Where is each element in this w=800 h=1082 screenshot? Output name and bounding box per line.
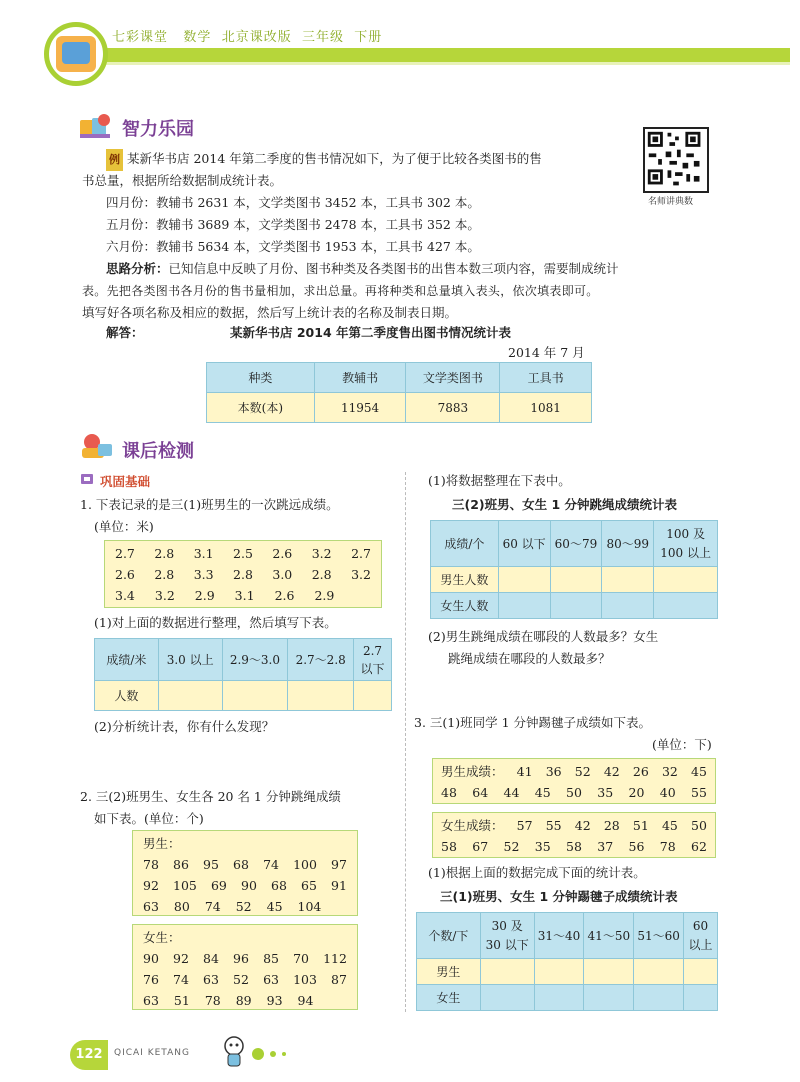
q3-value: 42 [603,764,620,779]
q2-row-girls: 女生人数 [431,593,499,619]
q2-value: 91 [331,878,347,893]
q1-value: 2.9 [314,588,335,603]
q3-value: 55 [545,818,562,833]
q2-value: 92 [143,878,159,893]
q2-value: 65 [301,878,317,893]
footer-dot-small [282,1052,286,1056]
q1-value: 3.2 [154,588,175,603]
q3-boys-row-1 [441,761,707,782]
q3-value: 51 [632,818,649,833]
q3-value: 62 [691,839,707,854]
q1-value: 3.1 [193,546,214,561]
q2-value: 68 [271,878,287,893]
q3-value: 45 [691,764,707,779]
q1-value: 3.0 [272,567,293,582]
q1-sub-1: (1)对上面的数据进行整理，然后填写下表。 [94,615,337,630]
q1-value: 3.2 [351,567,371,582]
q2-value: 74 [263,857,279,872]
q2-value: 86 [173,857,189,872]
q2-header-range-4 [654,521,718,567]
q3-answer-cell[interactable] [684,959,718,985]
q2-header-range-4-line-1: 100 及 [666,526,705,541]
q3-girls-row-2 [441,836,707,857]
analysis-label: 思路分析： [106,261,169,276]
q3-girls-box [432,812,716,858]
q1-value: 2.5 [233,546,253,561]
q3-header-range-1-line-1: 30 及 [491,918,523,933]
q1-header-range-4-line-1: 2.7 [362,643,383,658]
q2-boys-row-1 [143,854,347,875]
q3-value: 26 [632,764,649,779]
q3-answer-cell[interactable] [480,985,534,1011]
q3-value: 50 [691,818,707,833]
book-header-gongju: 工具书 [500,363,592,393]
q1-value: 2.6 [115,567,135,582]
q2-value: 84 [203,951,219,966]
q2-answer-cell[interactable] [550,593,602,619]
q3-value: 56 [628,839,645,854]
q3-header-range-5-line-1: 60 [692,918,709,933]
pencil-icon [80,472,96,486]
section-title-kehou: 课后检测 [122,441,194,462]
q3-header-count: 个数/下 [417,913,481,959]
book-value-jiaofu: 11954 [314,393,406,423]
q3-boys-label: 男生成绩： [441,764,504,779]
q2-value: 112 [323,951,347,966]
q1-answer-cell[interactable] [222,681,288,711]
q3-boys-row-2 [441,782,707,803]
q2-header-range-2: 60～79 [550,521,602,567]
q3-value: 45 [534,785,551,800]
q2-boys-box [132,830,358,916]
example-line-1 [106,148,542,171]
q3-answer-cell[interactable] [584,959,634,985]
q2-text-2: 如下表。(单位：个) [94,811,204,826]
logo-illustration-detail [62,42,90,64]
header-bar-accent [95,62,790,65]
q3-value: 48 [441,785,457,800]
q3-answer-cell[interactable] [584,985,634,1011]
q1-answer-cell[interactable] [158,681,222,711]
q3-value: 52 [503,839,520,854]
analysis-text-1: 已知信息中反映了月份、图书种类及各类图书的出售本数三项内容，需要制成统计 [168,261,619,276]
q2-value: 100 [293,857,317,872]
q1-data-row-2 [115,564,371,585]
header-title [112,26,382,45]
q2-value: 45 [266,899,283,914]
q3-value: 37 [597,839,614,854]
q3-header-range-5-line-2: 以上 [688,937,713,952]
q2-value: 104 [297,899,322,914]
analysis-line-1 [106,258,619,280]
q3-value: 44 [503,785,520,800]
q3-value: 28 [603,818,620,833]
q3-boys-box [432,758,716,804]
q2-girls-label-text: 女生： [143,930,181,945]
book-value-gongju: 1081 [500,393,592,423]
q3-answer-cell[interactable] [684,985,718,1011]
q2-value: 78 [204,993,221,1008]
q3-header-range-3: 41～50 [584,913,634,959]
answer-label: 解答： [106,325,144,340]
june-sales: 六月份：教辅书 5634 本，文学类图书 1953 本，工具书 427 本。 [106,239,480,254]
q2-value: 52 [235,899,252,914]
header-series: 七彩课堂 [112,30,169,45]
q3-row-girls: 女生 [417,985,481,1011]
q1-value: 2.7 [351,546,371,561]
q2-value: 76 [143,972,159,987]
q3-value: 35 [534,839,551,854]
column-divider [405,472,406,1012]
q2-value: 70 [293,951,309,966]
q2-value: 78 [143,857,159,872]
example-badge: 例 [106,149,123,171]
subhead-gonggu: 巩固基础 [100,474,151,489]
q2-answer-cell[interactable] [654,567,718,593]
q1-answer-cell[interactable] [288,681,354,711]
q2-row-boys: 男生人数 [431,567,499,593]
q3-answer-cell[interactable] [534,959,584,985]
q1-value: 3.1 [234,588,255,603]
q1-header-range-4 [354,639,392,681]
q3-value: 52 [574,764,591,779]
example-intro-2: 书总量，根据所给数据制成统计表。 [82,173,283,188]
q2-value: 63 [263,972,279,987]
q2-answer-cell[interactable] [602,567,654,593]
q2-value: 103 [293,972,317,987]
qr-caption: 名师讲典数 [648,197,694,207]
q1-data-box [104,540,382,608]
q2-value: 80 [173,899,190,914]
footer-brand: QICAI KETANG [114,1048,190,1058]
q2-girls-label [143,927,347,948]
q3-value: 57 [516,818,533,833]
q1-value: 2.8 [311,567,332,582]
book-header-jiaofu: 教辅书 [314,363,406,393]
q3-value: 40 [659,785,676,800]
q2-sub-1: (1)将数据整理在下表中。 [428,473,571,488]
q2-header-range-4-line-2: 100 以上 [660,545,711,560]
q2-answer-cell[interactable] [602,593,654,619]
q1-sub-2: (2)分析统计表，你有什么发现？ [94,719,275,734]
q1-table [94,638,392,711]
q3-value: 41 [516,764,533,779]
q1-value: 2.9 [194,588,215,603]
header-grade: 三年级 [301,30,344,45]
q2-boys-row-2 [143,875,347,896]
book-header-wenxue: 文学类图书 [406,363,500,393]
q3-header-range-4: 51～60 [634,913,684,959]
q3-value: 36 [545,764,562,779]
q3-value: 20 [628,785,645,800]
q2-value: 90 [241,878,257,893]
q2-sub-2b: 跳绳成绩在哪段的人数最多？ [448,651,611,666]
header-term: 下册 [354,30,383,45]
q1-header-range-2: 2.9～3.0 [222,639,288,681]
q1-header-range-3: 2.7～2.8 [288,639,354,681]
q3-value: 45 [661,818,678,833]
q3-unit: (单位：下) [652,737,712,752]
q3-text-1: 3. 三(1)班同学 1 分钟踢毽子成绩如下表。 [414,715,652,730]
mascot-icon [220,1034,248,1070]
q2-girls-row-2 [143,969,347,990]
q3-header-range-2: 31～40 [534,913,584,959]
q2-value: 74 [173,972,189,987]
book-value-wenxue: 7883 [406,393,500,423]
header-bar [95,48,790,62]
q2-value: 93 [266,993,283,1008]
book-header-type: 种类 [207,363,315,393]
qr-code [643,127,709,193]
q2-header-range-1: 60 以下 [498,521,550,567]
q1-value: 2.8 [154,567,175,582]
q2-answer-cell[interactable] [498,567,550,593]
q1-unit: (单位：米) [94,519,154,534]
q2-table [430,520,718,619]
q2-girls-row-3 [143,990,347,1011]
book-row-label: 本数(本) [207,393,315,423]
page-number: 122 [70,1040,108,1070]
q3-girls-row-1 [441,815,707,836]
example-intro-1: 某新华书店 2014 年第二季度的售书情况如下，为了便于比较各类图书的售 [127,151,542,166]
q1-header-score: 成绩/米 [95,639,159,681]
header-subject: 数学 [183,30,212,45]
q2-value: 51 [173,993,190,1008]
q3-answer-cell[interactable] [480,959,534,985]
footer-dot-medium [270,1051,276,1057]
analysis-text-3: 填写好各项名称及相应的数据，然后写上统计表的名称及制表日期。 [82,305,458,320]
q2-header-score: 成绩/个 [431,521,499,567]
q3-value: 32 [661,764,678,779]
q2-value: 94 [297,993,314,1008]
q2-value: 69 [210,878,227,893]
q3-answer-cell[interactable] [534,985,584,1011]
q3-value: 55 [691,785,707,800]
q2-answer-cell[interactable] [550,567,602,593]
analysis-text-2: 表。先把各类图书各月份的售书量相加，求出总量。再将种类和总量填入表头，依次填表即可。 [82,284,599,298]
book-table-title: 某新华书店 2014 年第二季度售出图书情况统计表 [230,325,511,340]
q2-boys-row-3 [143,896,347,917]
q1-answer-cell[interactable] [354,681,392,711]
may-sales: 五月份：教辅书 3689 本，文学类图书 2478 本，工具书 352 本。 [106,217,480,232]
q2-value: 63 [143,899,159,914]
q3-value: 42 [574,818,591,833]
q1-data-row-3 [115,585,371,606]
q1-value: 2.6 [274,588,295,603]
q1-value: 2.6 [272,546,293,561]
q3-value: 78 [659,839,676,854]
q2-value: 74 [204,899,221,914]
q2-value: 95 [203,857,219,872]
q2-value: 89 [235,993,252,1008]
q3-table-title: 三(1)班男、女生 1 分钟踢毽子成绩统计表 [440,889,678,904]
footer-dot-large [252,1048,264,1060]
book-table-date: 2014 年 7 月 [508,345,585,360]
q1-value: 2.8 [233,567,253,582]
q1-value: 3.3 [193,567,214,582]
q2-value: 87 [331,972,347,987]
book-sales-table [206,362,592,423]
q3-sub-1: (1)根据上面的数据完成下面的统计表。 [428,865,646,880]
q3-value: 64 [472,785,489,800]
q3-value: 58 [566,839,582,854]
q3-value: 35 [597,785,614,800]
header-edition: 北京课改版 [221,30,292,45]
q1-value: 2.8 [154,546,175,561]
q2-boys-label [143,833,347,854]
q2-answer-cell[interactable] [654,593,718,619]
q2-answer-cell[interactable] [498,593,550,619]
q3-row-boys: 男生 [417,959,481,985]
q2-girls-row-1 [143,948,347,969]
q2-value: 92 [173,951,189,966]
q3-header-range-1 [480,913,534,959]
q2-value: 63 [203,972,219,987]
q1-data-row-1 [115,543,371,564]
q3-answer-cell[interactable] [634,985,684,1011]
q1-value: 3.4 [115,588,135,603]
student-reading-icon [78,432,114,460]
q2-header-range-3: 80～99 [602,521,654,567]
q2-sub-2a: (2)男生跳绳成绩在哪段的人数最多？女生 [428,629,659,644]
q3-value: 50 [566,785,582,800]
q3-girls-label: 女生成绩： [441,818,504,833]
q2-value: 97 [331,857,347,872]
q2-value: 90 [143,951,159,966]
q3-header-range-5 [684,913,718,959]
q1-header-range-1: 3.0 以上 [158,639,222,681]
q1-header-range-4-line-2: 以下 [360,661,385,676]
q3-value: 58 [441,839,457,854]
q2-table-title: 三(2)班男、女生 1 分钟跳绳成绩统计表 [452,497,678,512]
q1-text-1: 1. 下表记录的是三(1)班男生的一次跳远成绩。 [80,497,339,512]
section-title-zhili: 智力乐园 [122,119,194,140]
q2-value: 68 [233,857,249,872]
q2-value: 85 [263,951,279,966]
q2-value: 105 [173,878,197,893]
q3-header-range-1-line-2: 30 以下 [485,937,529,952]
books-icon [78,112,114,140]
q1-row-label: 人数 [95,681,159,711]
q3-answer-cell[interactable] [634,959,684,985]
q2-text-1: 2. 三(2)班男生、女生各 20 名 1 分钟跳绳成绩 [80,789,341,804]
april-sales: 四月份：教辅书 2631 本，文学类图书 3452 本，工具书 302 本。 [106,195,480,210]
q2-value: 96 [233,951,249,966]
q2-boys-label-text: 男生： [143,836,181,851]
q3-table [416,912,718,1011]
q2-girls-box [132,924,358,1010]
q2-value: 63 [143,993,159,1008]
q2-value: 52 [233,972,249,987]
q1-value: 2.7 [115,546,135,561]
q3-value: 67 [472,839,489,854]
q1-value: 3.2 [311,546,332,561]
